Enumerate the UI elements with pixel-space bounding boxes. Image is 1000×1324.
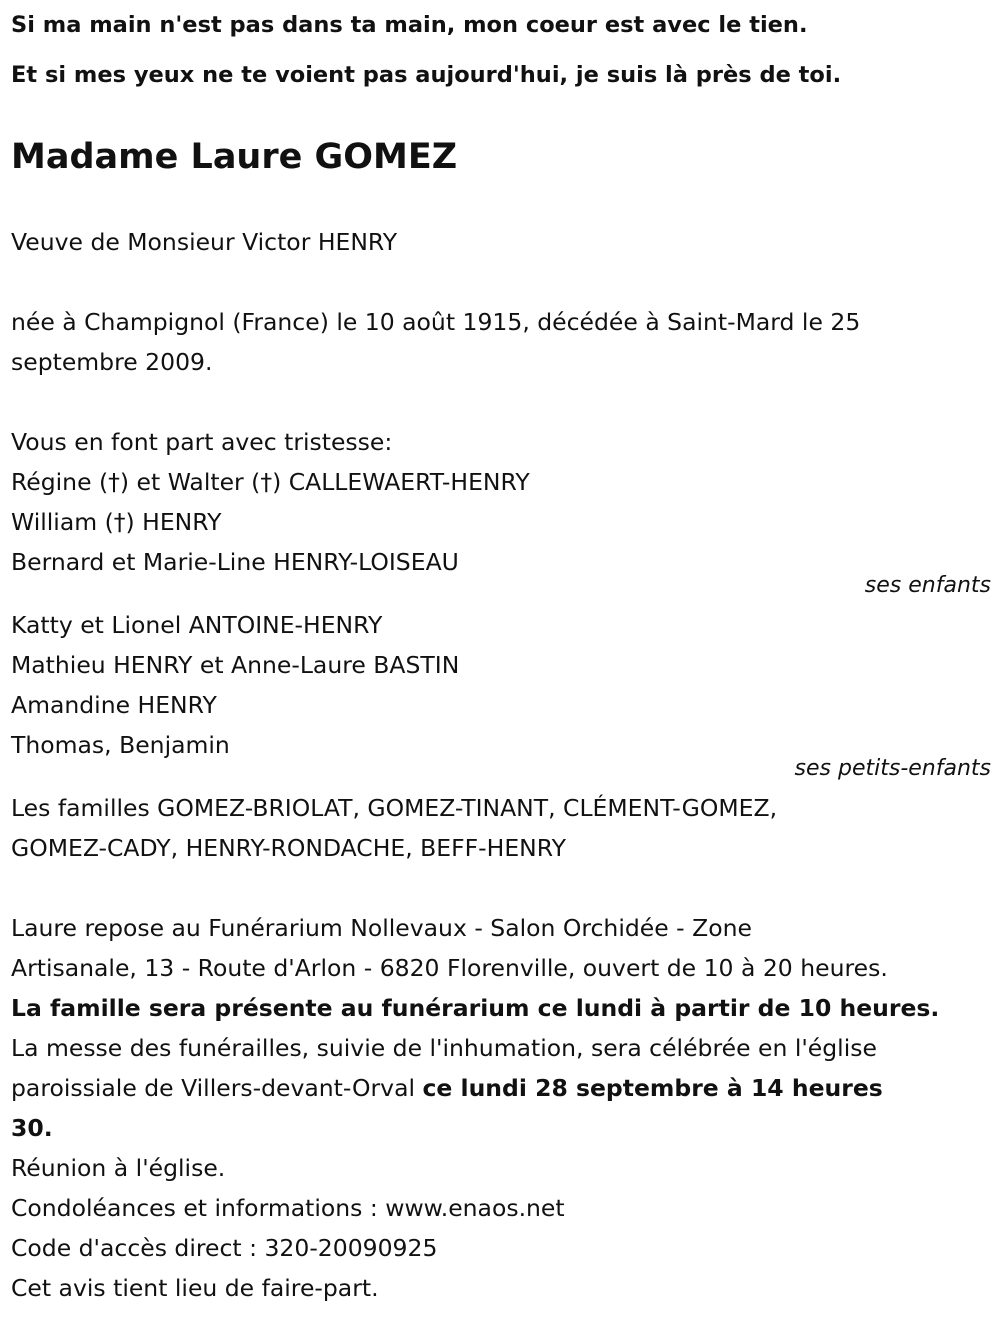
mass-line-2-prefix: paroissiale de Villers-devant-Orval	[11, 1074, 423, 1102]
child-entry: Régine (†) et Walter (†) CALLEWAERT-HENRY	[11, 468, 530, 496]
families-line-2: GOMEZ-CADY, HENRY-RONDACHE, BEFF-HENRY	[11, 834, 566, 862]
access-code: Code d'accès direct : 320-20090925	[11, 1234, 438, 1262]
epigraph-line-1: Si ma main n'est pas dans ta main, mon coeur est avec le tien.	[11, 12, 808, 38]
family-present-text: La famille sera présente au funérarium ce lundi à partir de 10 heures.	[11, 994, 940, 1022]
mass-time-suffix: 30.	[11, 1114, 53, 1142]
birth-death-line-2: septembre 2009.	[11, 348, 213, 376]
children-list	[11, 422, 991, 582]
rest-line-2: Artisanale, 13 - Route d'Arlon - 6820 Florenville, ouvert de 10 à 20 heures.	[11, 954, 888, 982]
condolences-info: Condoléances et informations : www.enaos.net	[11, 1194, 565, 1222]
mass-line-1: La messe des funérailles, suivie de l'inhumation, sera célébrée en l'église	[11, 1034, 877, 1062]
birth-death-info	[11, 302, 991, 382]
birth-death-line-1: née à Champignol (France) le 10 août 1915, décédée à Saint-Mard le 25	[11, 308, 861, 336]
children-role-label: ses enfants	[864, 573, 991, 598]
grandchildren-role-label: ses petits-enfants	[794, 756, 991, 781]
deceased-name: Madame Laure GOMEZ	[11, 137, 458, 177]
announcement-intro: Vous en font part avec tristesse:	[11, 428, 393, 456]
widow-of: Veuve de Monsieur Victor HENRY	[11, 228, 398, 256]
families-list	[11, 788, 991, 868]
rest-line-1: Laure repose au Funérarium Nollevaux - Salon Orchidée - Zone	[11, 914, 752, 942]
families-line-1: Les familles GOMEZ-BRIOLAT, GOMEZ-TINANT, CLÉMENT-GOMEZ,	[11, 794, 778, 822]
child-entry: William (†) HENRY	[11, 508, 222, 536]
mass-date-time: ce lundi 28 septembre à 14 heures	[422, 1074, 883, 1102]
grandchild-entry: Amandine HENRY	[11, 691, 217, 719]
family-present-notice	[11, 988, 991, 1028]
mass-line-2	[11, 1068, 991, 1108]
grandchild-entry: Thomas, Benjamin	[11, 731, 230, 759]
notice-statement: Cet avis tient lieu de faire-part.	[11, 1274, 379, 1302]
mass-line-3	[11, 1108, 991, 1148]
grandchild-entry: Mathieu HENRY et Anne-Laure BASTIN	[11, 651, 460, 679]
funeral-details	[11, 908, 991, 1308]
grandchildren-list	[11, 605, 991, 765]
epigraph-line-2: Et si mes yeux ne te voient pas aujourd'hui, je suis là près de toi.	[11, 62, 842, 88]
child-entry: Bernard et Marie-Line HENRY-LOISEAU	[11, 548, 459, 576]
grandchild-entry: Katty et Lionel ANTOINE-HENRY	[11, 611, 383, 639]
reunion-info: Réunion à l'église.	[11, 1154, 226, 1182]
